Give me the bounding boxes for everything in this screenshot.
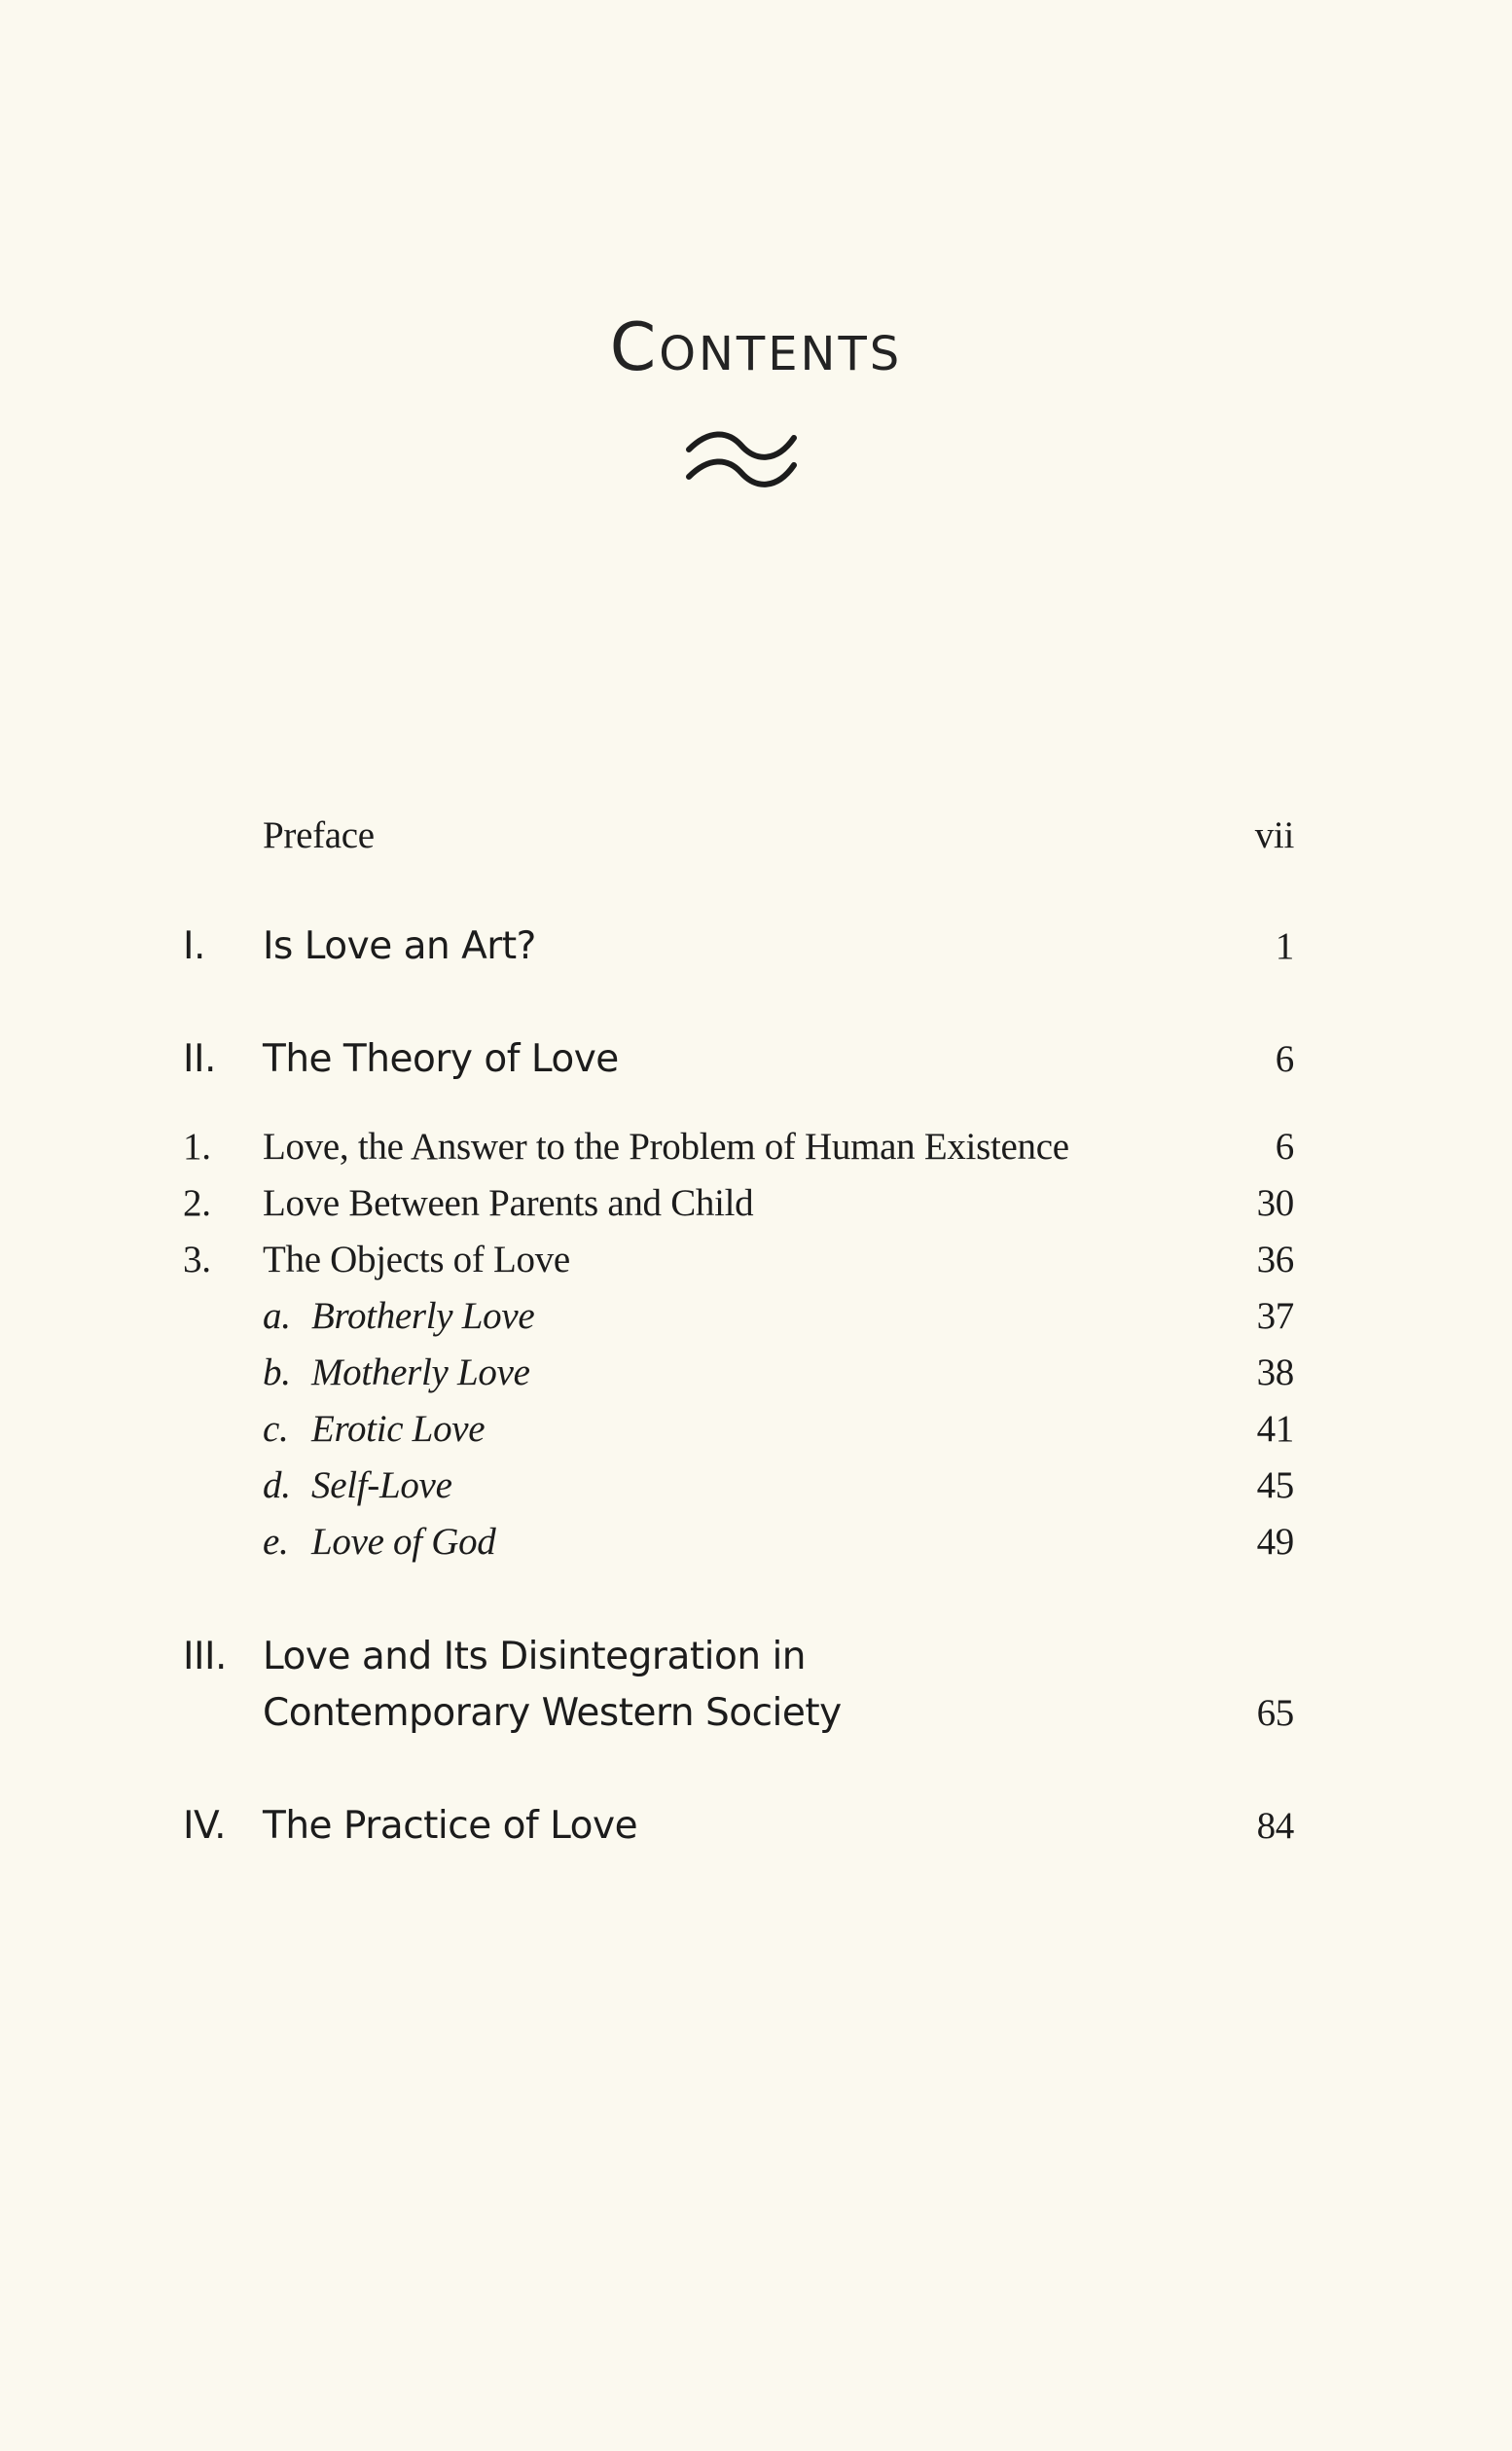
entry-page: 38 <box>1256 1352 1294 1393</box>
toc-entry-chapter-1[interactable] <box>0 1125 1512 1183</box>
subsection-letter: d. <box>263 1464 291 1506</box>
chapter-number: 1. <box>183 1126 211 1168</box>
entry-page: 49 <box>1256 1521 1294 1563</box>
entry-label: Love of God <box>311 1521 496 1563</box>
toc-entry-chapter-3[interactable] <box>0 1238 1512 1296</box>
part-numeral: III. <box>183 1635 227 1678</box>
toc-entry-part-4[interactable] <box>0 1804 1512 1862</box>
entry-page: 45 <box>1256 1464 1294 1506</box>
chapter-number: 2. <box>183 1182 211 1224</box>
chapter-number: 3. <box>183 1239 211 1280</box>
entry-page: 30 <box>1256 1182 1294 1224</box>
entry-page: 36 <box>1256 1239 1294 1280</box>
part-numeral: IV. <box>183 1804 227 1848</box>
entry-label: Motherly Love <box>311 1352 530 1393</box>
toc-entry-chapter-2[interactable] <box>0 1181 1512 1240</box>
toc-entry-subsection-b[interactable] <box>0 1351 1512 1409</box>
entry-label: Preface <box>263 814 375 856</box>
entry-page: 84 <box>1256 1805 1294 1847</box>
entry-page: 6 <box>1275 1126 1294 1168</box>
part-numeral: II. <box>183 1037 216 1081</box>
entry-label: The Practice of Love <box>263 1804 638 1848</box>
entry-label: Is Love an Art? <box>263 924 536 968</box>
entry-label: Love Between Parents and Child <box>263 1182 754 1224</box>
toc-entry-part-3[interactable] <box>0 1635 1512 1693</box>
toc-entry-preface[interactable] <box>0 813 1512 872</box>
toc-entry-subsection-d[interactable] <box>0 1463 1512 1522</box>
entry-page: 41 <box>1256 1408 1294 1450</box>
toc-entry-part-2[interactable] <box>0 1037 1512 1096</box>
toc-entry-subsection-c[interactable] <box>0 1407 1512 1465</box>
entry-label: Brotherly Love <box>311 1295 535 1337</box>
entry-page: 1 <box>1275 925 1294 967</box>
entry-label: The Theory of Love <box>263 1037 619 1081</box>
entry-label-line-2: Contemporary Western Society <box>263 1691 842 1735</box>
wave-ornament-icon <box>683 424 800 492</box>
entry-page: 65 <box>1256 1692 1294 1734</box>
entry-page: 6 <box>1275 1038 1294 1080</box>
entry-page: 37 <box>1256 1295 1294 1337</box>
entry-page: vii <box>1254 814 1294 856</box>
toc-entry-part-1[interactable] <box>0 924 1512 983</box>
toc-entry-subsection-e[interactable] <box>0 1520 1512 1578</box>
subsection-letter: a. <box>263 1295 291 1337</box>
entry-label: Self-Love <box>311 1464 452 1506</box>
part-numeral: I. <box>183 924 205 968</box>
toc-entry-subsection-a[interactable] <box>0 1294 1512 1352</box>
subsection-letter: c. <box>263 1408 289 1450</box>
entry-label: The Objects of Love <box>263 1239 570 1280</box>
entry-label: Erotic Love <box>311 1408 486 1450</box>
entry-label-line-1: Love and Its Disintegration in <box>263 1635 807 1678</box>
subsection-letter: b. <box>263 1352 291 1393</box>
page-title: Contents <box>609 309 903 386</box>
subsection-letter: e. <box>263 1521 289 1563</box>
toc-entry-part-3-continued[interactable] <box>0 1691 1512 1749</box>
entry-label: Love, the Answer to the Problem of Human Existence <box>263 1126 1069 1168</box>
